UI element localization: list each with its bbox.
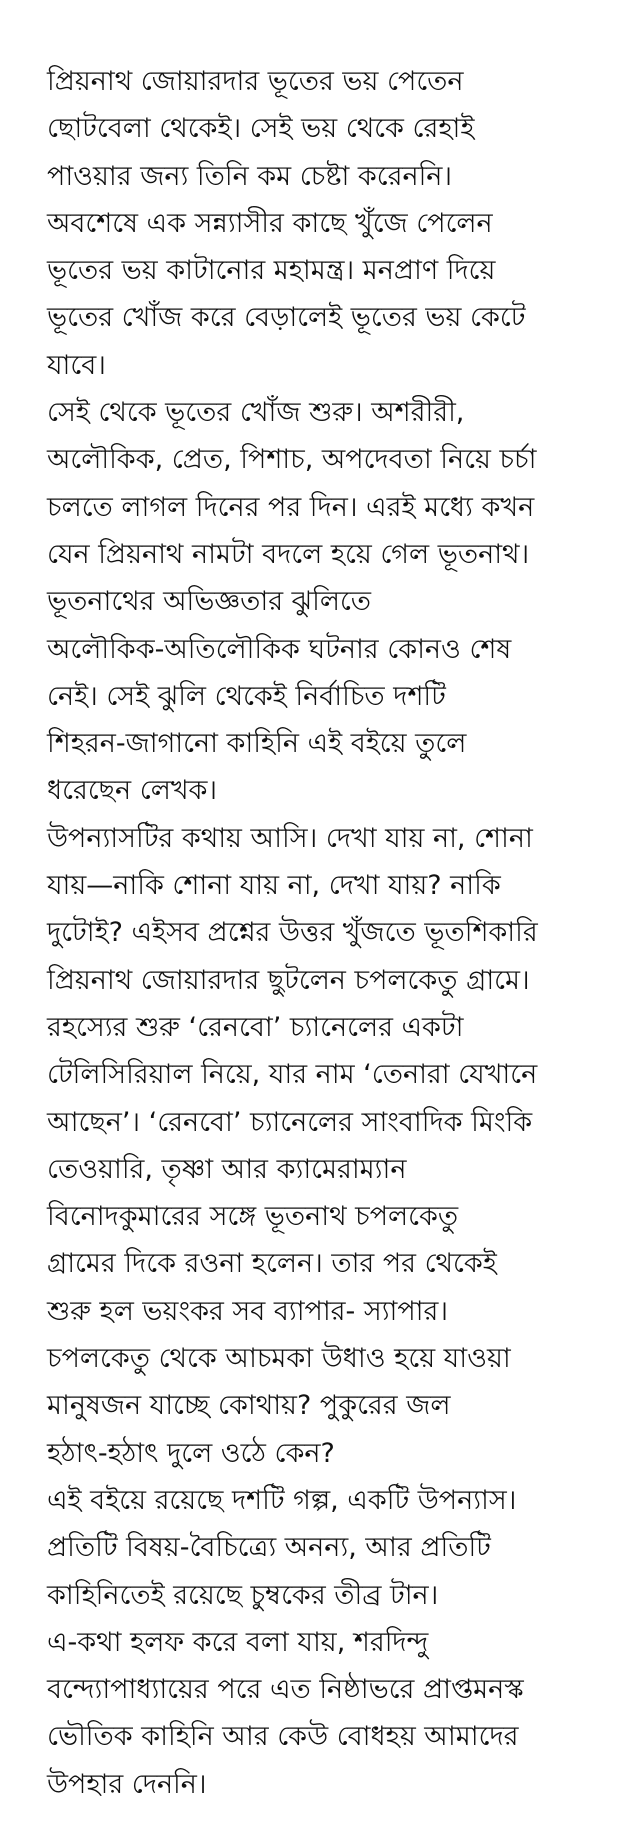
text-line: প্রতিটি বিষয়-বৈচিত্র্যে অনন্য, আর প্রতিটি: [47, 1532, 491, 1564]
text-line: প্রিয়নাথ জোয়ারদার ভূতের ভয় পেতেন: [47, 66, 464, 97]
text-line: যাবে।: [47, 349, 106, 381]
text-line: প্রিয়নাথ জোয়ারদার ছুটলেন চপলকেতু গ্রামে।: [47, 964, 530, 996]
text-line: পাওয়ার জন্য তিনি কম চেষ্টা করেননি।: [47, 160, 453, 192]
text-line: বিনোদকুমারের সঙ্গে ভূতনাথ চপলকেতু: [47, 1201, 459, 1233]
paragraph-intro: [47, 58, 627, 389]
text-line: টেলিসিরিয়াল নিয়ে, যার নাম ‘তেনারা যেখানে: [47, 1059, 538, 1091]
text-line: দুটোই? এইসব প্রশ্নের উত্তর খুঁজতে ভূতশিকারি: [47, 917, 538, 949]
text-line: কাহিনিতেই রয়েছে চুম্বকের তীব্র টান।: [47, 1579, 439, 1611]
text-line: এই বইয়ে রয়েছে দশটি গল্প, একটি উপন্যাস।: [47, 1484, 517, 1516]
text-line: আছেন’। ‘রেনবো’ চ্যানেলের সাংবাদিক মিংকি: [47, 1106, 533, 1138]
text-line: তেওয়ারি, তৃষ্ণা আর ক্যামেরাম্যান: [47, 1153, 407, 1185]
text-line: চলতে লাগল দিনের পর দিন। এরই মধ্যে কখন: [47, 491, 535, 523]
text-line: ভূতের খোঁজ করে বেড়ালেই ভূতের ভয় কেটে: [47, 302, 526, 334]
paragraph-ghost-hunt: [47, 389, 627, 815]
text-line: যেন প্রিয়নাথ নামটা বদলে হয়ে গেল ভূতনাথ।: [47, 538, 530, 570]
text-line: ভূতনাথের অভিজ্ঞতার ঝুলিতে: [47, 586, 372, 618]
text-line: গ্রামের দিকে রওনা হলেন। তার পর থেকেই: [47, 1248, 497, 1280]
paragraph-closing: [47, 1619, 627, 1808]
text-line: উপন্যাসটির কথায় আসি। দেখা যায় না, শোনা: [47, 822, 533, 854]
text-line: হঠাৎ-হঠাৎ দুলে ওঠে কেন?: [47, 1437, 335, 1469]
text-line: সেই থেকে ভূতের খোঁজ শুরু। অশরীরী,: [47, 397, 465, 429]
text-line: নেই। সেই ঝুলি থেকেই নির্বাচিত দশটি: [47, 680, 446, 712]
paragraph-novel: [47, 815, 627, 1477]
text-line: শুরু হল ভয়ংকর সব ব্যাপার- স্যাপার।: [47, 1295, 449, 1327]
text-line: রহস্যের শুরু ‘রেনবো’ চ্যানেলের একটা: [47, 1011, 464, 1043]
text-line: এ-কথা হলফ করে বলা যায়, শরদিন্দু: [47, 1626, 429, 1658]
text-line: ধরেছেন লেখক।: [47, 775, 218, 807]
text-line: অলৌকিক, প্রেত, পিশাচ, অপদেবতা নিয়ে চর্চা: [47, 444, 537, 476]
text-line: ভৌতিক কাহিনি আর কেউ বোধহয় আমাদের: [47, 1721, 519, 1753]
text-line: উপহার দেননি।: [47, 1768, 207, 1800]
text-line: অবশেষে এক সন্ন্যাসীর কাছে খুঁজে পেলেন: [47, 207, 493, 239]
text-line: যায়—নাকি শোনা যায় না, দেখা যায়? নাকি: [47, 870, 501, 902]
text-line: ছোটবেলা থেকেই। সেই ভয় থেকে রেহাই: [47, 113, 475, 145]
paragraph-contents: [47, 1477, 627, 1619]
text-line: শিহরন-জাগানো কাহিনি এই বইয়ে তুলে: [47, 728, 467, 760]
text-line: মানুষজন যাচ্ছে কোথায়? পুকুরের জল: [47, 1390, 451, 1422]
text-line: ভূতের ভয় কাটানোর মহামন্ত্র। মনপ্রাণ দিয়ে: [47, 255, 496, 287]
text-line: বন্দ্যোপাধ্যায়ের পরে এত নিষ্ঠাভরে প্রাপ্তমনস্ক: [47, 1674, 524, 1706]
book-blurb: [47, 58, 627, 1808]
text-line: অলৌকিক-অতিলৌকিক ঘটনার কোনও শেষ: [47, 633, 512, 665]
text-line: চপলকেতু থেকে আচমকা উধাও হয়ে যাওয়া: [47, 1343, 511, 1375]
